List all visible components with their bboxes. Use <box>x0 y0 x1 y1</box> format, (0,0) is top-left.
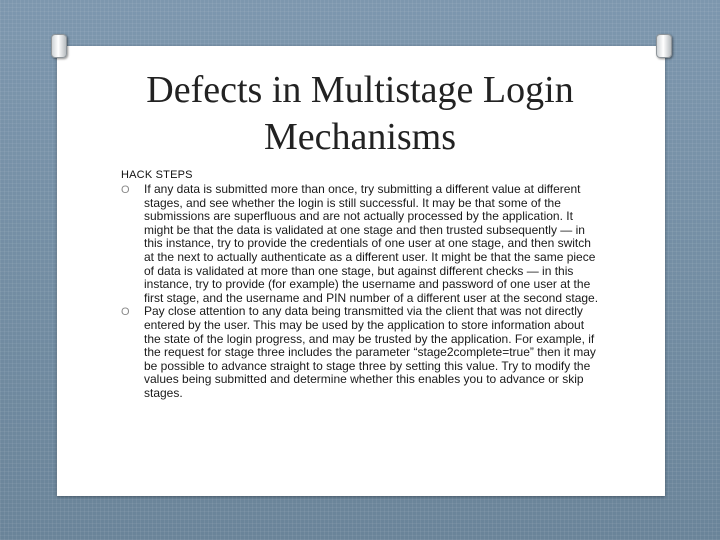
list-item <box>120 305 600 400</box>
bullet-list <box>120 183 600 401</box>
slide-title <box>60 67 660 161</box>
bullet-marker-icon: O <box>121 184 130 196</box>
section-label: HACK STEPS <box>121 169 193 181</box>
bullet-text: Pay close attention to any data being transmitted via the client that was not directly entered by the user. This may be used by the application to store information about the state of the login progress, and may be trusted by the application. For example, if the request for stage three includes the parameter “stage2complete=true” then it may be possible to advance straight to stage three by setting this value. Try to modify the values being submitted and determine whether this enables you to advance or skip stages. <box>144 304 596 400</box>
slide-title-line-1: Defects in Multistage Login <box>146 69 574 111</box>
pushpin-icon <box>656 34 672 58</box>
pushpin-icon <box>51 34 67 58</box>
list-item <box>120 183 600 305</box>
bullet-text: If any data is submitted more than once, try submitting a different value at different stages, and see whether the login is still successful. It may be that some of the submissions are superfluous and are not actually processed by the application. It might be that the data is validated at one stage and then trusted subsequently — in this instance, try to provide the credentials of one user at one stage, and then switch at the next to actually authenticate as a different user. It might be that the same piece of data is validated at more than one stage, but against different checks — in this instance, try to provide (for example) the username and password of one user at the first stage, and the username and PIN number of a different user at the second stage. <box>144 182 599 305</box>
bullet-marker-icon: O <box>121 306 130 319</box>
slide-title-line-2: Mechanisms <box>263 116 457 158</box>
